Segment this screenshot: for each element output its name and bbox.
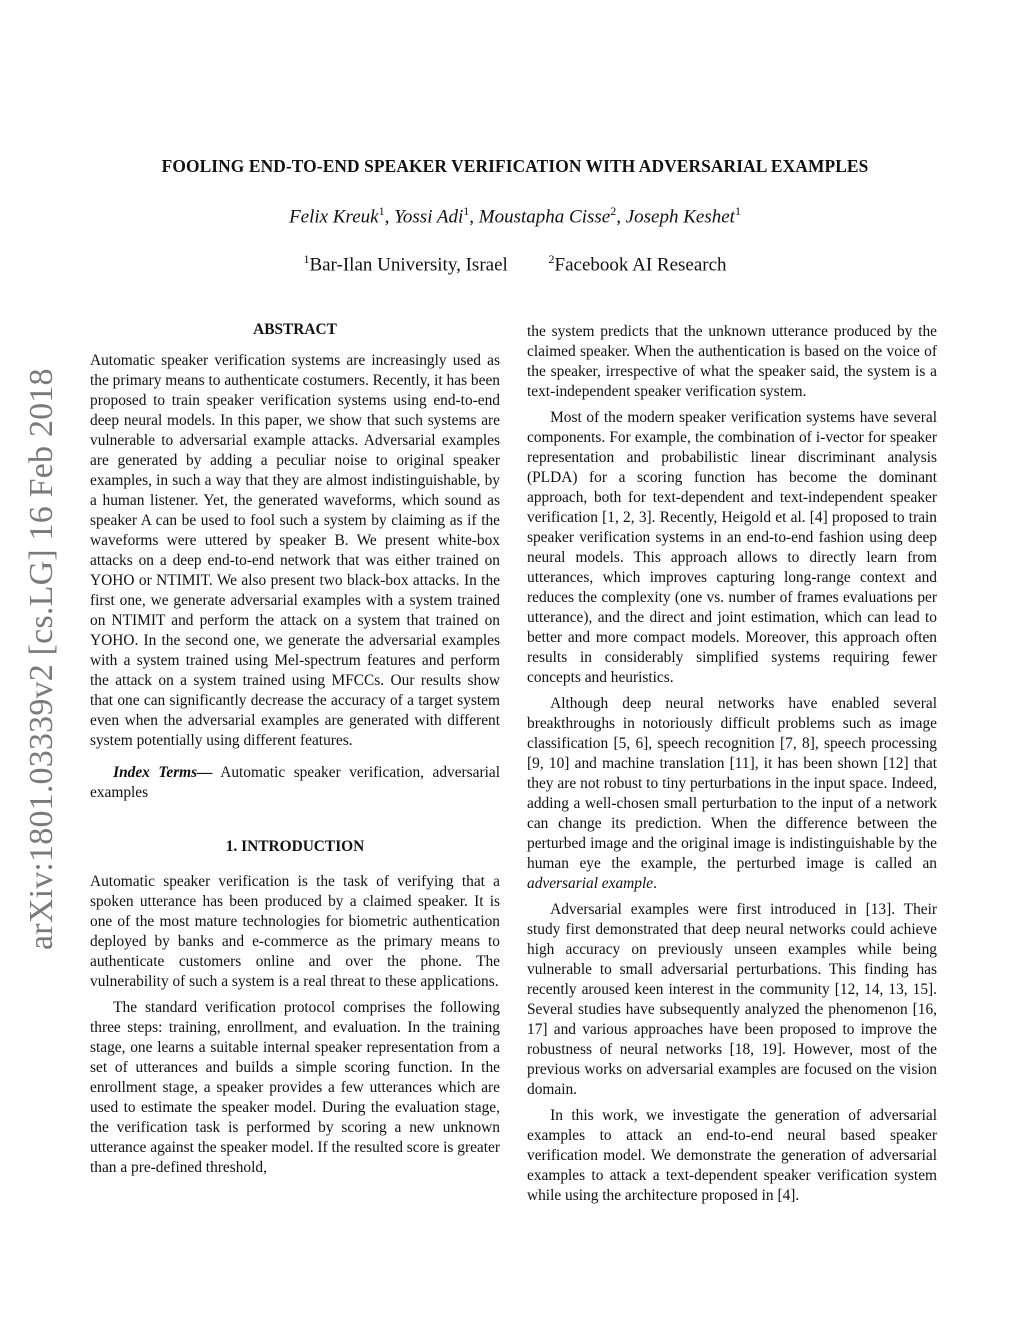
author-affil-mark: 2: [610, 204, 617, 218]
intro-paragraph: The standard verification protocol comprises the following three steps: training, enrollment, and evaluation. In the training stage, one learns a suitable internal speaker representation from a set of utterances and builds a simple scoring function. In the enrollment stage, a speaker provides a few utterances which are used to estimate the speaker model. During the evaluation stage, the verification task is performed by scoring a new unknown utterance against the speaker model. If the resulted score is greater than a pre-defined threshold,: [90, 999, 500, 1176]
intro-paragraph: the system predicts that the unknown utterance produced by the claimed speaker. When the authentication is based on the voice of the speaker, irrespective of what the speaker said, the system is a text-independent speaker verification system.: [527, 323, 937, 400]
author-list: [60, 204, 970, 228]
author-affil-mark: 1: [463, 204, 470, 218]
author-separator: ,: [469, 206, 479, 228]
intro-paragraph: [527, 694, 937, 894]
affiliations: [60, 252, 970, 276]
abstract-text: Automatic speaker verification systems are increasingly used as the primary means to authenticate costumers. Recently, it has been proposed to train speaker verification systems using end-to-end deep neural models. In this paper, we show that such systems are vulnerable to adversarial example attacks. Adversarial examples are generated by adding a peculiar noise to original speaker examples, in such a way that they are almost indistinguishable, by a human listener. Yet, the generated waveforms, which sound as speaker A can be used to fool such a system by claiming as if the waveforms were uttered by speaker B. We present white-box attacks on a deep end-to-end network that was either trained on YOHO or NTIMIT. We also present two black-box attacks. In the first one, we generate adversarial examples with a system trained on NTIMIT and perform the attack on a system that trained on YOHO. In the second one, we generate the adversarial examples with a system trained using Mel-spectrum features and perform the attack on a system trained using MFCCs. Our results show that one can significantly decrease the accuracy of a target system even when the adversarial examples are generated with different system potentially using different features.: [90, 352, 500, 749]
index-terms: [90, 763, 500, 803]
paper-title: FOOLING END-TO-END SPEAKER VERIFICATION WITH ADVERSARIAL EXAMPLES: [161, 156, 869, 176]
author-affil-mark: 1: [734, 204, 741, 218]
right-column: [527, 322, 937, 1212]
intro-paragraph: Most of the modern speaker verification systems have several components. For example, the combination of i-vector for speaker representation and probabilistic linear discriminant analysis (PLDA) for a scoring function has become the dominant approach, both for text-dependent and text-independent speaker verification [1, 2, 3]. Recently, Heigold et al. [4] proposed to train speaker verification systems in an end-to-end fashion using deep neural models. This approach allows to directly learn from utterances, which improves capturing long-range context and reduces the complexity (one vs. number of frames evaluations per utterance), and the direct and joint estimation, which can lead to better and more compact models. Moreover, this approach often results in considerably simplified systems requiring fewer concepts and heuristics.: [527, 409, 937, 686]
index-terms-text: Automatic speaker verification, adversarial examples: [90, 764, 501, 801]
affiliation-name: Facebook AI Research: [554, 254, 727, 276]
author-separator: ,: [616, 206, 626, 228]
author-affil-mark: 1: [378, 204, 385, 218]
emphasized-term: adversarial example: [527, 875, 654, 892]
affiliation: [549, 252, 727, 276]
introduction-heading: 1. INTRODUCTION: [225, 838, 365, 855]
intro-paragraph: Automatic speaker verification is the task of verifying that a spoken utterance has been produced by a claimed speaker. It is one of the most mature technologies for biometric authentication deployed by banks and e-commerce as the primary means to authenticate customers online and over the phone. The vulnerability of such a system is a real threat to these applications.: [90, 873, 500, 990]
paragraph-text: .: [653, 875, 657, 892]
paragraph-text: Although deep neural networks have enabled several breakthroughs in notoriously difficult problems such as image classification [5, 6], speech recognition [7, 8], speech processing [9, 10] and machine translation [11], it has been shown [12] that they are not robust to tiny perturbations in the input space. Indeed, adding a well-chosen small perturbation to the input of a network can change its prediction. When the difference between the perturbed image and the original image is indistinguishable by the human eye the example, the perturbed image is called an: [527, 695, 937, 872]
affiliation-mark: 2: [548, 252, 555, 266]
author-name: Moustapha Cisse: [478, 206, 611, 228]
author-separator: ,: [384, 206, 395, 228]
index-terms-label: Index Terms—: [113, 764, 213, 781]
abstract-heading: ABSTRACT: [253, 321, 337, 338]
author-name: Felix Kreuk: [289, 206, 379, 228]
intro-paragraph: Adversarial examples were first introduced in [13]. Their study first demonstrated that deep neural networks could achieve high accuracy on previously unseen examples while being vulnerable to small adversarial perturbations. This finding has recently aroused keen interest in the community [12, 14, 13, 15]. Several studies have subsequently analyzed the phenomenon [16, 17] and various approaches have been proposed to improve the robustness of neural networks [18, 19]. However, most of the previous works on adversarial examples are focused on the vision domain.: [527, 901, 937, 1098]
author-name: Joseph Keshet: [625, 206, 735, 228]
affiliation-mark: 1: [303, 252, 310, 266]
intro-paragraph: In this work, we investigate the generation of adversarial examples to attack an end-to-end neural based speaker verification model. We demonstrate the generation of adversarial examples to attack a text-dependent speaker verification system while using the architecture proposed in [4].: [527, 1107, 937, 1204]
affiliation-name: Bar-Ilan University, Israel: [309, 254, 508, 276]
author-name: Yossi Adi: [394, 206, 464, 228]
affiliation: [303, 252, 507, 276]
arxiv-identifier: arXiv:1801.03339v2 [cs.LG] 16 Feb 2018: [23, 368, 60, 950]
left-column: [90, 320, 500, 1184]
